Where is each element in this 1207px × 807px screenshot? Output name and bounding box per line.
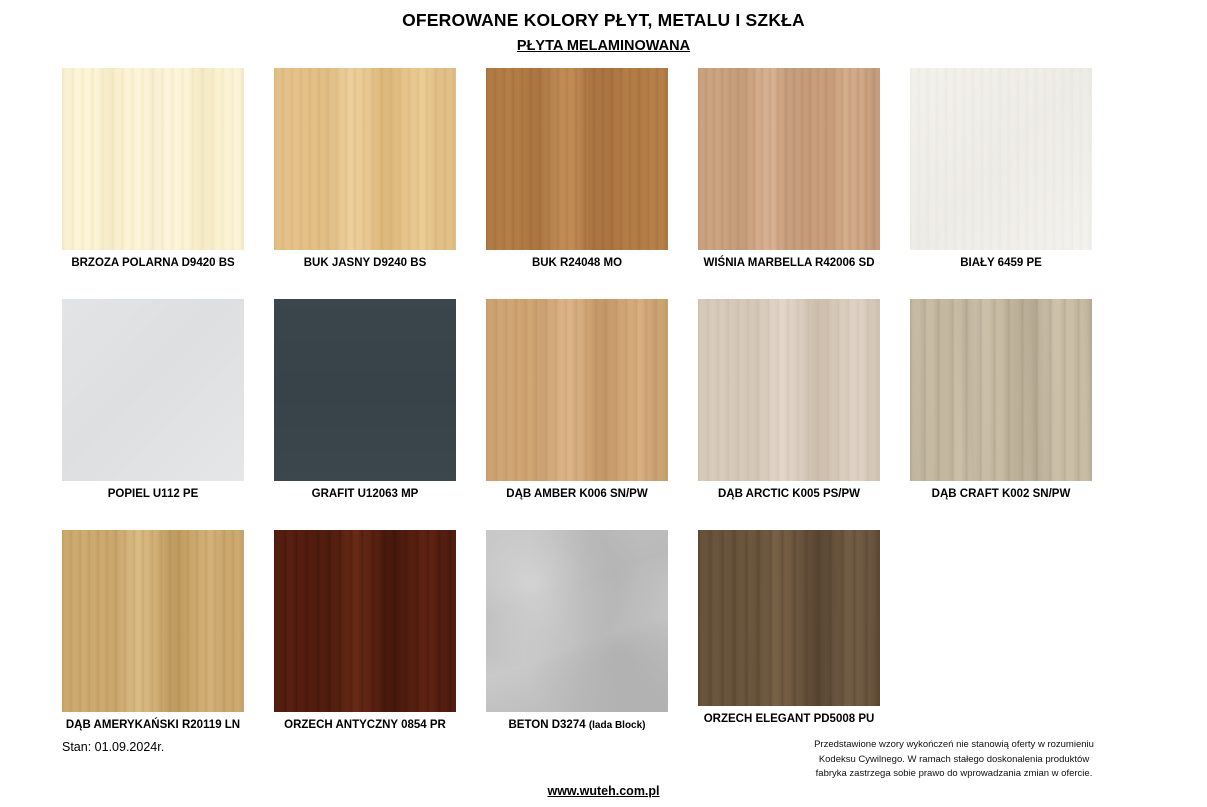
swatch-label: BETON D3274 [508, 718, 586, 731]
swatch-cell[interactable] [274, 299, 456, 502]
website-link[interactable]: www.wuteh.com.pl [547, 784, 660, 798]
swatch-label: GRAFIT U12063 MP [311, 487, 419, 500]
swatch-label: DĄB ARCTIC K005 PS/PW [717, 487, 861, 500]
swatch-label: WIŚNIA MARBELLA R42006 SD [703, 257, 875, 269]
swatch-cell[interactable] [62, 530, 244, 733]
swatch-color-wisnia-marbella[interactable] [698, 68, 880, 250]
swatch-color-buk-jasny[interactable] [274, 68, 456, 250]
swatch-color-orzech-antyczny[interactable] [274, 530, 456, 712]
swatch-color-beton[interactable] [486, 530, 668, 712]
swatch-cell[interactable] [910, 68, 1092, 271]
swatch-cell[interactable] [698, 299, 880, 502]
swatch-cell[interactable] [274, 68, 456, 271]
swatch-grid [0, 68, 1207, 732]
page-title: OFEROWANE KOLORY PŁYT, METALU I SZKŁA [402, 10, 805, 30]
disclaimer-line-2: Kodeksu Cywilnego. W ramach stałego doskonalenia produktów [818, 753, 1090, 765]
swatch-label: DĄB AMBER K006 SN/PW [506, 487, 648, 500]
swatch-label-wrap [508, 719, 645, 733]
swatch-label: BUK R24048 MO [531, 257, 623, 269]
swatch-color-orzech-elegant[interactable] [698, 530, 880, 706]
swatch-cell[interactable] [62, 299, 244, 502]
swatch-label: DĄB AMERYKAŃSKI R20119 LN [65, 718, 241, 731]
website-link-wrap[interactable] [0, 784, 1207, 798]
swatch-cell[interactable] [698, 68, 880, 271]
swatch-label: ORZECH ELEGANT PD5008 PU [703, 712, 875, 725]
swatch-row [0, 299, 1207, 502]
swatch-color-popiel[interactable] [62, 299, 244, 481]
color-samples-page [0, 10, 1207, 807]
swatch-label: BIAŁY 6459 PE [960, 257, 1042, 269]
swatch-color-grafit[interactable] [274, 299, 456, 481]
disclaimer-line-3: fabryka zastrzega sobie prawo do wprowadzania zmian w ofercie. [815, 768, 1093, 780]
swatch-color-brzoza-polarna[interactable] [62, 68, 244, 250]
swatch-cell[interactable] [486, 530, 668, 733]
swatch-label: POPIEL U112 PE [107, 487, 199, 500]
swatch-color-dab-craft[interactable] [910, 299, 1092, 481]
swatch-color-buk-r24048[interactable] [486, 68, 668, 250]
swatch-color-bialy[interactable] [910, 68, 1092, 250]
swatch-cell[interactable] [698, 530, 880, 733]
disclaimer [789, 738, 1119, 782]
swatch-cell[interactable] [486, 299, 668, 502]
swatch-cell[interactable] [62, 68, 244, 271]
swatch-label: BUK JASNY D9240 BS [303, 257, 427, 269]
swatch-cell[interactable] [486, 68, 668, 271]
swatch-label-note: (lada Block) [588, 719, 646, 731]
disclaimer-line-1: Przedstawione wzory wykończeń nie stanowią oferty w rozumieniu [814, 739, 1094, 750]
swatch-label: BRZOZA POLARNA D9420 BS [71, 257, 235, 269]
swatch-color-dab-amber[interactable] [486, 299, 668, 481]
swatch-row [0, 530, 1207, 733]
swatch-color-dab-amerykanski[interactable] [62, 530, 244, 712]
swatch-cell[interactable] [910, 299, 1092, 502]
status-date: Stan: 01.09.2024r. [62, 740, 165, 754]
swatch-label: ORZECH ANTYCZNY 0854 PR [284, 718, 446, 731]
page-subtitle: PŁYTA MELAMINOWANA [516, 38, 691, 54]
swatch-cell[interactable] [274, 530, 456, 733]
swatch-color-dab-arctic[interactable] [698, 299, 880, 481]
swatch-label: DĄB CRAFT K002 SN/PW [931, 487, 1071, 500]
swatch-row [0, 68, 1207, 271]
